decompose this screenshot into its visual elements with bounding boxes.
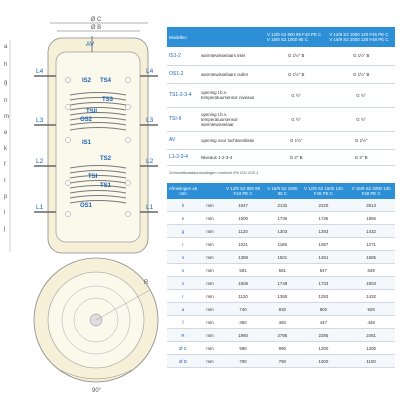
dim-letter: p [4,194,8,200]
value-cell: 1000 [300,355,348,368]
value-cell: 1120 [221,290,265,303]
table-cell-desc: Niveaus 1-2-3-4 [199,149,265,165]
col-header-blank [199,27,265,47]
label-tsi: TSI [88,174,98,180]
table-cell-value: G 1½" [265,131,327,149]
dim-letter: l [4,210,6,216]
label-ts4: TS4 [100,78,112,84]
unit-cell: mm [199,238,221,251]
dimensions-table [167,183,395,368]
row-label: R [167,329,199,342]
value-cell: 929 [347,303,395,316]
label-ts3: TS3 [102,97,114,103]
table-cell-value: G 1½" B [265,47,327,65]
table-cell-value: G 1½" B [327,47,395,65]
col-header: V 12/8 S2 800 95 F43 PE C [221,183,265,199]
value-cell: 1733 [300,277,348,290]
label-ts1: TS1 [100,183,112,189]
table-row [167,316,395,329]
table-row [167,238,395,251]
value-cell: 1360 [265,290,299,303]
col-header: V 15/9 S2 1000 95 C [265,183,299,199]
port-label-l4: L4 [36,68,44,75]
value-cell: 1736 [265,212,299,225]
col-header: V 12/8 S2 1500 120 F45 PE C [300,183,348,199]
value-cell: 1508 [221,277,265,290]
table-cell-value: G 1½" B [265,65,327,83]
label-os1: OS1 [80,203,93,209]
unit-cell: mm [199,303,221,316]
label-tsii: TSII [86,109,98,115]
table-row [167,303,395,316]
label-os2: OS2 [80,117,93,123]
unit-cell: mm [199,316,221,329]
value-cell: 2220 [300,199,348,212]
dim-letter: e [4,130,8,136]
col-header-1: V 12/8 S2 800 95 F43 PE C V 15/9 S2 1000 95 C [265,27,327,47]
value-cell: 1087 [300,238,348,251]
value-cell: 832 [265,303,299,316]
value-cell: 1432 [347,290,395,303]
value-cell: 990 [265,342,299,355]
value-cell: 1300 [347,342,395,355]
col-header: Afmetingen ±5 mm [167,183,199,199]
value-cell: 1585 [347,251,395,264]
unit-cell: mm [199,212,221,225]
value-cell: 740 [221,303,265,316]
label-is2: IS2 [82,78,92,84]
value-cell: 1293 [300,225,348,238]
value-cell: 649 [347,264,395,277]
dim-letter: j [4,226,6,232]
value-cell: 1120 [221,225,265,238]
table-cell-value: G 1½" [327,131,395,149]
table-row [167,290,395,303]
value-cell: 581 [221,264,265,277]
dim-letter: m [4,114,9,120]
value-cell: 800 [300,303,348,316]
table-row [167,342,395,355]
radius-label: R [144,280,149,286]
unit-cell: mm [199,199,221,212]
table-cell-value: G ½" [327,107,395,131]
row-label: g [167,225,199,238]
angle-label: 90° [92,388,102,394]
col-header-model: Modellen [167,27,199,47]
thread-note: Schroefdraadaansluitingen conform EN ISO 228-1 [169,170,259,175]
port-label-l2: L2 [36,158,44,165]
value-cell: 1100 [347,355,395,368]
value-cell: 1200 [300,342,348,355]
value-cell: 647 [300,264,348,277]
table-cell-desc: warmtewisselaars outlet [199,65,265,83]
col-header: V 15/9 S2 2000 130 F48 PE C [347,183,395,199]
port-label-l1-right: L1 [146,204,154,211]
value-cell: 1736 [300,212,348,225]
value-cell: 1866 [347,212,395,225]
port-label-l3: L3 [36,117,44,124]
value-cell: 790 [265,355,299,368]
label-is1: IS1 [82,140,92,146]
value-cell: 1303 [265,225,299,238]
row-label: r [167,290,199,303]
table-row [167,264,395,277]
value-cell: 2285 [300,329,348,342]
value-cell: 1271 [347,238,395,251]
unit-cell: mm [199,342,221,355]
col-header [199,183,221,199]
row-label: f [167,316,199,329]
table-cell-desc: opening t.b.v. temperatuursensor warmtewisselaar [199,107,265,131]
port-label-l3-right: L3 [146,117,154,124]
av-label: AV [86,41,95,48]
unit-cell: mm [199,225,221,238]
table-cell-desc: warmtewisselaars inlet [199,47,265,65]
port-label-l2-right: L2 [146,158,154,165]
port-label-l1: L1 [36,204,44,211]
value-cell: 460 [265,316,299,329]
dim-letter: a [4,44,8,50]
row-label: n [167,264,199,277]
value-cell: 1748 [265,277,299,290]
value-cell: 1500 [221,212,265,225]
value-cell: 2481 [347,329,395,342]
table-cell-code: TS1-2-3-4 [167,83,199,107]
row-label: e [167,212,199,225]
table-cell-code: IS1-2 [167,47,199,65]
table-cell-code: AV [167,131,199,149]
value-cell: 1432 [347,225,395,238]
table-row [167,212,395,225]
value-cell: 447 [300,316,348,329]
unit-cell: mm [199,251,221,264]
dim-letter: k [4,146,7,152]
value-cell: 1388 [221,251,265,264]
table-cell-desc: opening voor luchtventilatie [199,131,265,149]
row-label: n [167,251,199,264]
dim-label-b: Ø B [90,25,102,31]
value-cell: 1293 [300,290,348,303]
dim-letter: r [4,178,6,184]
table-cell-value: G 2" B [265,149,327,165]
row-label: a [167,303,199,316]
table-cell-code: OS1-2 [167,65,199,83]
value-cell: 990 [221,342,265,355]
value-cell: 790 [221,355,265,368]
table-cell-value: G ½" [327,83,395,107]
row-label: Ø C [167,342,199,355]
value-cell: 1960 [221,329,265,342]
value-cell: 360 [221,316,265,329]
table-row [167,355,395,368]
dim-letter: n [4,98,8,104]
table-cell-value: G 2" B [327,149,395,165]
row-label: n [167,277,199,290]
table-cell-value: G 1½" B [327,65,395,83]
table-cell-value: G ½" [265,83,327,107]
table-row [167,251,395,264]
value-cell: 1186 [265,238,299,251]
connections-table [167,27,395,166]
unit-cell: mm [199,355,221,368]
row-label: h [167,199,199,212]
value-cell: 1947 [221,199,265,212]
table-row [167,277,395,290]
value-cell: 2613 [347,199,395,212]
side-dimension-letters [3,44,9,232]
value-cell: 448 [347,316,395,329]
value-cell: 1903 [347,277,395,290]
unit-cell: mm [199,329,221,342]
row-label: r [167,238,199,251]
table-cell-code: L1-2-3-4 [167,149,199,165]
table-cell-code: TSI-II [167,107,199,131]
dim-label-c: Ø C [90,17,102,23]
unit-cell: mm [199,277,221,290]
dim-letter: g [4,80,8,86]
dim-letter: h [4,62,8,68]
label-ts2: TS2 [100,156,112,162]
table-cell-desc: opening t.b.v. temperatuursensor niveaus [199,83,265,107]
unit-cell: mm [199,290,221,303]
dim-letter: f [4,162,6,168]
col-header-2: V 12/8 S2 1500 120 F45 PE C V 15/9 S2 2000 130 F48 PE C [327,27,395,47]
row-label: Ø D [167,355,199,368]
value-cell: 2795 [265,329,299,342]
value-cell: 1501 [265,251,299,264]
port-label-l4-right: L4 [146,68,154,75]
value-cell: 1021 [221,238,265,251]
value-cell: 561 [265,264,299,277]
value-cell: 2132 [265,199,299,212]
table-row [167,199,395,212]
table-row [167,225,395,238]
value-cell: 1481 [300,251,348,264]
table-cell-value: G ½" [265,107,327,131]
table-row [167,329,395,342]
unit-cell: mm [199,264,221,277]
